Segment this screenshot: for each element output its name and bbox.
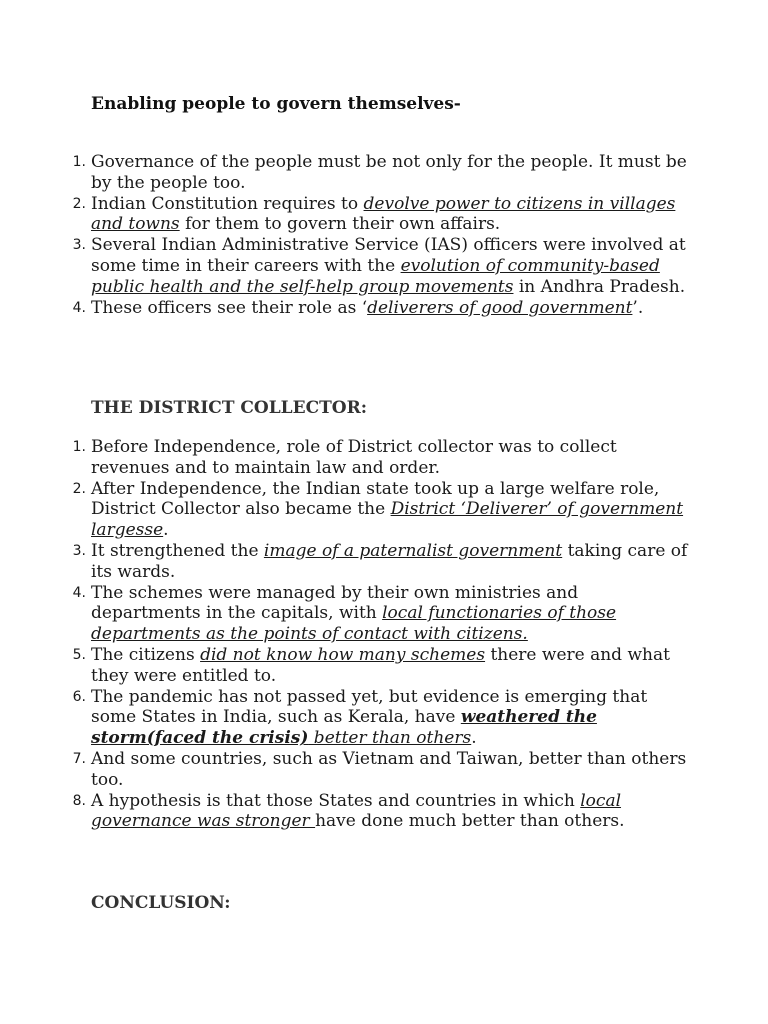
item-text: The schemes were managed by their own ministries and departments in the capitals, with [91, 582, 579, 624]
item-text: there were and what they were entitled to. [91, 644, 670, 686]
list-item [72, 297, 691, 319]
list-item [72, 582, 691, 645]
item-text: A hypothesis is that those States and countries in which [91, 790, 581, 811]
item-text: ’. [632, 297, 644, 318]
list-number: 4. [72, 584, 86, 601]
item-text: The citizens [91, 644, 201, 665]
list-number: 3. [72, 542, 86, 559]
list-number: 1. [72, 154, 86, 170]
list-number: 8. [72, 792, 86, 809]
list-number: 6. [72, 688, 86, 705]
item-text: Governance of the people must be not only for the people. It must be by the people too. [91, 152, 687, 193]
list-item [72, 437, 691, 479]
emphasized-text: image of a paternalist government [263, 540, 563, 561]
list-item [72, 540, 691, 583]
emphasized-text: evolution of community-based public health and the self-help group movements [91, 255, 660, 297]
list-number: 2. [72, 480, 86, 497]
item-text: And some countries, such as Vietnam and Taiwan, better than others too. [91, 748, 687, 790]
item-text: Indian Constitution requires to [91, 193, 364, 214]
section-heading-conclusion: CONCLUSION: [91, 893, 231, 913]
emphasized-text: local governance was stronger [91, 790, 622, 832]
emphasized-text: better than others [308, 728, 472, 749]
list-item [72, 790, 691, 833]
list-item [72, 193, 691, 236]
district-collector-list [72, 437, 691, 832]
list-item [72, 235, 691, 297]
list-number: 7. [72, 750, 86, 767]
item-text: in Andhra Pradesh. [513, 276, 686, 297]
item-text: for them to govern their own affairs. [179, 214, 501, 235]
list-number: 4. [72, 299, 86, 316]
list-number: 3. [72, 237, 86, 254]
list-number: 2. [72, 195, 86, 212]
item-text: These officers see their role as ‘ [91, 297, 368, 318]
list-item [72, 748, 691, 791]
item-text: It strengthened the [91, 540, 264, 561]
item-text: taking care of its wards. [91, 540, 688, 582]
list-number: 5. [72, 646, 86, 663]
list-item [72, 478, 691, 541]
list-item [72, 644, 691, 687]
emphasized-text: weathered the storm(faced the crisis) [91, 707, 597, 749]
list-item [72, 686, 691, 749]
item-text: The pandemic has not passed yet, but evidence is emerging that some States in India, such as Kerala, have [91, 686, 648, 728]
emphasized-text: local functionaries of those departments as the points of contact with citizens. [91, 603, 617, 645]
section-heading-district-collector: THE DISTRICT COLLECTOR: [91, 398, 367, 418]
list-number: 1. [72, 439, 86, 455]
item-text: Several Indian Administrative Service (IAS) officers were involved at some time in their careers with the [91, 235, 686, 276]
item-text: . [163, 520, 169, 541]
item-text: After Independence, the Indian state took up a large welfare role, District Collector also became the [91, 478, 660, 520]
emphasized-text: District ‘Deliverer’ of government largesse [91, 499, 684, 541]
item-text: . [471, 728, 477, 749]
section-heading-enabling-people: Enabling people to govern themselves- [91, 94, 461, 114]
enabling-people-list [72, 152, 691, 318]
emphasized-text: devolve power to citizens in villages and towns [91, 193, 676, 235]
item-text: have done much better than others. [315, 811, 625, 832]
list-item [72, 152, 691, 194]
emphasized-text: did not know how many schemes [200, 644, 486, 665]
item-text: Before Independence, role of District collector was to collect revenues and to maintain law and order. [91, 437, 617, 478]
emphasized-text: deliverers of good government [367, 297, 633, 318]
